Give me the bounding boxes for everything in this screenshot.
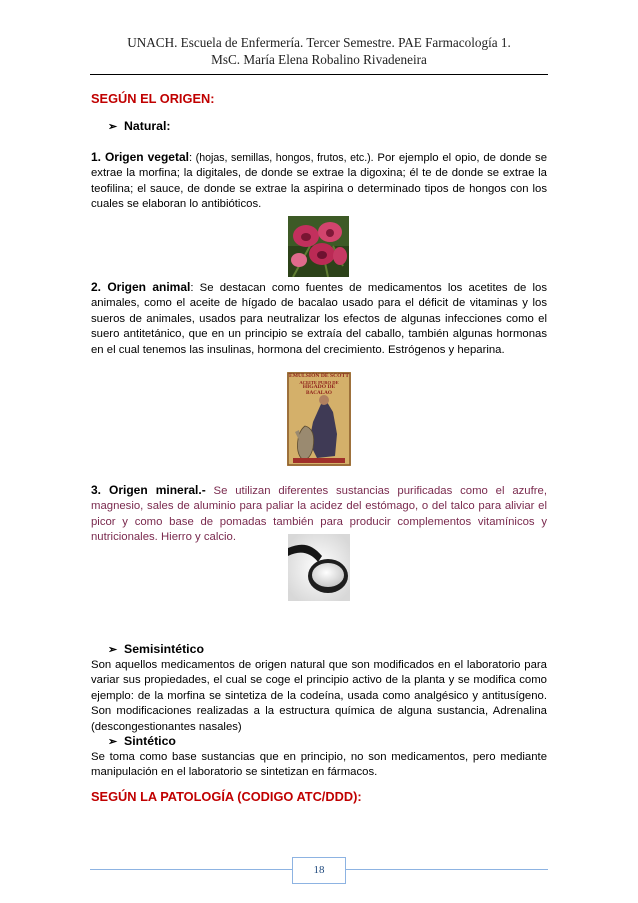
spoon-salt-image — [288, 534, 350, 601]
bullet-semisintetico-label: Semisintético — [124, 642, 204, 656]
header-line-2: MsC. María Elena Robalino Rivadeneira — [211, 52, 427, 67]
bullet-semisintetico — [108, 642, 204, 656]
page-header — [90, 34, 548, 68]
mineral-text: Se utilizan diferentes sustancias purificadas como el azufre, magnesio, sales de aluminio para paliar la acidez del estómago, o del talco para aliviar el picor y como base de pomadas también para producir complementos vitamínicos y nutricionales. Hierro y calcio. — [91, 485, 547, 544]
animal-label: 2. Origen animal — [91, 280, 191, 294]
arrow-bullet-icon: ➢ — [108, 121, 118, 133]
page-number: 18 — [292, 857, 346, 884]
scott-emulsion-poster — [287, 372, 351, 466]
paragraph-sintetico: Se toma como base sustancias que en principio, no son medicamentos, pero mediante manipulación en el laboratorio se sintetizan en fármacos. — [91, 751, 547, 779]
vegetal-label: 1. Origen vegetal — [91, 150, 189, 164]
bullet-sintetico — [108, 734, 176, 748]
paragraph-semisintetico: Son aquellos medicamentos de origen natural que son modificados en el laboratorio para variar sus propiedades, el cual se coge el principio activo de la planta y se modifica como ejemplo: de la morfina se sintetiza de la codeína, usada como analgésico y antitusígeno. Son modificaciones realizadas a la estructura química de alguna sustancia, Adrenalina (descongestionantes nasales) — [91, 659, 547, 733]
vegetal-parenthetical: (hojas, semillas, hongos, frutos, etc.). — [192, 152, 374, 164]
flower-image — [288, 216, 349, 277]
bullet-natural-label: Natural: — [124, 119, 171, 133]
header-rule — [90, 74, 548, 75]
arrow-bullet-icon: ➢ — [108, 736, 118, 748]
paragraph-origen-animal — [91, 280, 547, 358]
arrow-bullet-icon: ➢ — [108, 644, 118, 656]
section-title-origen: SEGÚN EL ORIGEN: — [91, 91, 215, 106]
mineral-label: 3. Origen mineral.- — [91, 483, 206, 497]
bullet-natural — [108, 119, 170, 133]
header-line-1: UNACH. Escuela de Enfermería. Tercer Semestre. PAE Farmacología 1. — [127, 35, 511, 50]
bullet-sintetico-label: Sintético — [124, 734, 176, 748]
vegetal-text: Por ejemplo el opio, de donde se extrae la morfina; la digitales, de donde se extrae la digoxina; él te de donde se extrae la teofilina; el sauce, de donde se extrae la aspirina o determinado tipos de hongos con los cuales se elaboran lo antibióticos. — [91, 152, 548, 211]
poster-text: EMULSIÓN DE SCOTT ACEITE PURO DE HÍGADO DE BACALAO — [289, 373, 349, 396]
section-title-patologia: SEGÚN LA PATOLOGÍA (CODIGO ATC/DDD): — [91, 789, 362, 804]
paragraph-origen-vegetal: 1. Origen vegetal: (hojas, semillas, hongos, frutos, etc.). Por ejemplo el opio, de donde se extrae la morfina; la digitales, de donde se extrae la digoxina; él te de donde se extrae la teofilina; el sauce, de donde se extrae la aspirina o determinado tipos de hongos con los cuales se elaboran lo antibióticos. — [91, 150, 548, 211]
animal-text: : Se destacan como fuentes de medicamentos los acetites de los animales, como el aceite de hígado de bacalao usado para el déficit de vitaminas y los sueros de animales, usados para neutralizar los efectos de algunas infecciones como el suero antitetánico, que en un principio se extraía del caballo, también algunas hormonas en el cual tenemos las insulinas, hormona del crecimiento. Estrógenos y heparina. — [91, 282, 547, 356]
